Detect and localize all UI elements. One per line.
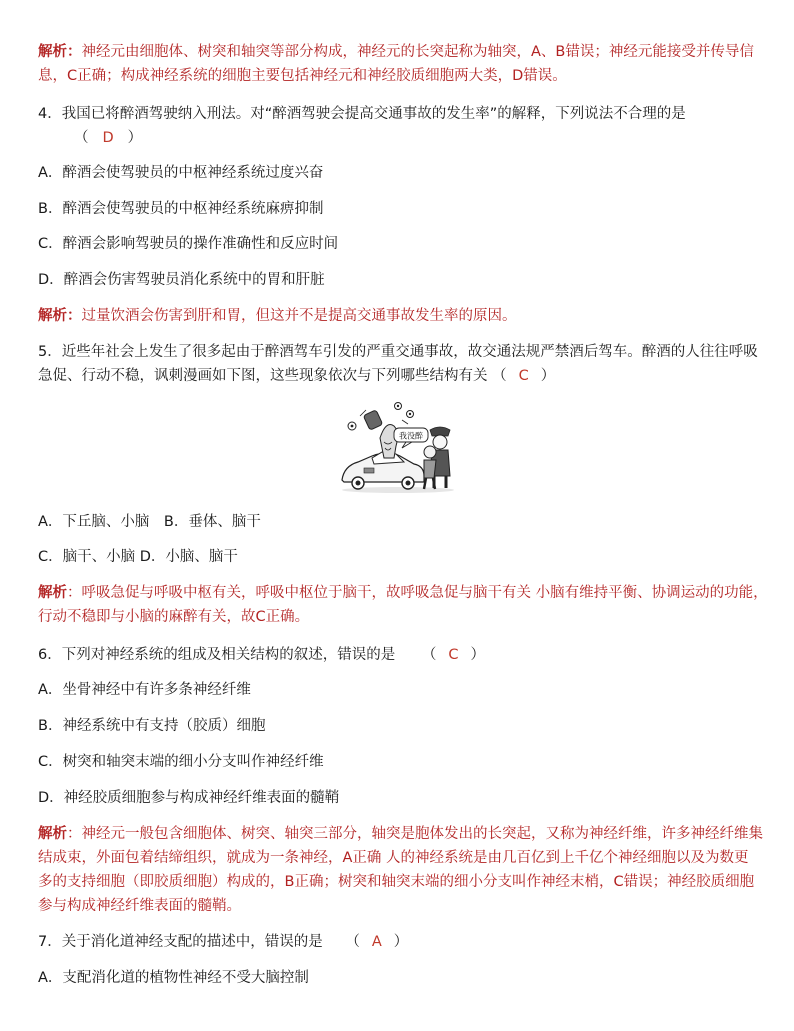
q5-options-line-1: A．下丘脑、小脑 B．垂体、脑干 <box>38 514 261 530</box>
q5-answer: C <box>518 368 529 384</box>
q6-explanation-line-4: 参与构成神经纤维表面的髓鞘。 <box>38 898 241 914</box>
answer-open-paren: （ <box>492 368 507 384</box>
explanation-label-b: 解析 <box>38 585 67 601</box>
q6-stem <box>38 645 485 665</box>
q4-answer-bracket <box>74 128 142 148</box>
q7-stem-text: 7．关于消化道神经支配的描述中，错误的是 <box>38 934 323 950</box>
q4-option-a: A．醉酒会使驾驶员的中枢神经系统过度兴奋 <box>38 165 324 181</box>
q6-option-c: C．树突和轴突末端的细小分支叫作神经纤维 <box>38 754 324 770</box>
drunk-driving-cartoon <box>338 400 456 496</box>
q4-stem-line-1: 4．我国已将醉酒驾驶纳入刑法。对“醉酒驾驶会提高交通事故的发生率”的解释，下列说法不合理的是 <box>38 106 686 122</box>
q6-stem-text: 6．下列对神经系统的组成及相关结构的叙述，错误的是 <box>38 647 396 663</box>
q4-answer: D <box>102 130 114 146</box>
q5-explanation-text-1: 呼吸急促与呼吸中枢有关，呼吸中枢位于脑干，故呼吸急促与脑干有关 小脑有维持平衡、协调运动的功能， <box>81 585 768 601</box>
answer-open-paren: （ <box>74 130 89 146</box>
cartoon-speech-text: 我没醉 <box>399 431 423 441</box>
q5-explanation-line-2: 行动不稳即与小脑的麻醉有关，故C正确。 <box>38 609 310 625</box>
q4-explanation <box>38 306 517 326</box>
answer-open-paren: （ <box>345 934 360 950</box>
q6-explanation-line-2: 结成束，外面包着结缔组织，就成为一条神经，A正确 人的神经系统是由几百亿到上千亿个神经细胞以及为数更 <box>38 850 749 866</box>
q6-option-b: B．神经系统中有支持（胶质）细胞 <box>38 718 266 734</box>
q6-answer: C <box>448 647 459 663</box>
answer-close-paren: ） <box>127 130 143 146</box>
cartoon-drawing <box>338 400 456 496</box>
q6-explanation-line-3: 多的支持细胞（即胶质细胞）构成的，B正确；树突和轴突末端的细小分支叫作神经末梢，C错误；神经胶质细胞 <box>38 874 755 890</box>
explanation-label-b: 解析 <box>38 826 67 842</box>
q4-option-c: C．醉酒会影响驾驶员的操作准确性和反应时间 <box>38 236 339 252</box>
q7-answer: A <box>371 934 382 950</box>
q6-explanation-line-1: 解析：神经元一般包含细胞体、树突、轴突三部分，轴突是胞体发出的长突起，又称为神经纤维，许多神经纤维集 <box>38 826 763 842</box>
q5-options-line-2: C．脑干、小脑 D．小脑、脑干 <box>38 549 238 565</box>
answer-close-paren: ） <box>393 934 409 950</box>
q3-explanation-text-1: 神经元由细胞体、树突和轴突等部分构成，神经元的长突起称为轴突，A、B错误；神经元能接受并传导信 <box>81 44 754 60</box>
q3-explanation-line-1 <box>38 42 754 62</box>
q7-stem <box>38 932 408 952</box>
q6-option-a: A．坐骨神经中有许多条神经纤维 <box>38 682 251 698</box>
q6-option-d: D．神经胶质细胞参与构成神经纤维表面的髓鞘 <box>38 790 340 806</box>
explanation-label: 解析： <box>38 308 82 324</box>
q5-explanation-line-1: 解析：呼吸急促与呼吸中枢有关，呼吸中枢位于脑干，故呼吸急促与脑干有关 小脑有维持平衡、协调运动的功能， <box>38 585 768 601</box>
q7-option-a: A．支配消化道的植物性神经不受大脑控制 <box>38 970 309 986</box>
q4-explanation-text: 过量饮酒会伤害到肝和胃，但这并不是提高交通事故发生率的原因。 <box>81 308 517 324</box>
answer-close-paren: ） <box>540 368 556 384</box>
answer-open-paren: （ <box>421 647 437 663</box>
q5-stem-line-2 <box>38 366 555 386</box>
q4-option-d: D．醉酒会伤害驾驶员消化系统中的胃和肝脏 <box>38 272 325 288</box>
q6-explanation-text-1: 神经元一般包含细胞体、树突、轴突三部分，轴突是胞体发出的长突起，又称为神经纤维，许多神经纤维集 <box>81 826 763 842</box>
q5-stem-line-1: 5．近些年社会上发生了很多起由于醉酒驾车引发的严重交通事故，故交通法规严禁酒后驾车。醉酒的人往往呼吸 <box>38 344 758 360</box>
q5-stem-text-2: 急促、行动不稳，讽刺漫画如下图，这些现象依次与下列哪些结构有关 <box>38 368 488 384</box>
q3-explanation-line-2: 息，C正确；构成神经系统的细胞主要包括神经元和神经胶质细胞两大类，D错误。 <box>38 68 567 84</box>
explanation-label: 解析： <box>38 44 82 60</box>
answer-close-paren: ） <box>470 647 485 663</box>
q4-option-b: B．醉酒会使驾驶员的中枢神经系统麻痹抑制 <box>38 201 324 217</box>
